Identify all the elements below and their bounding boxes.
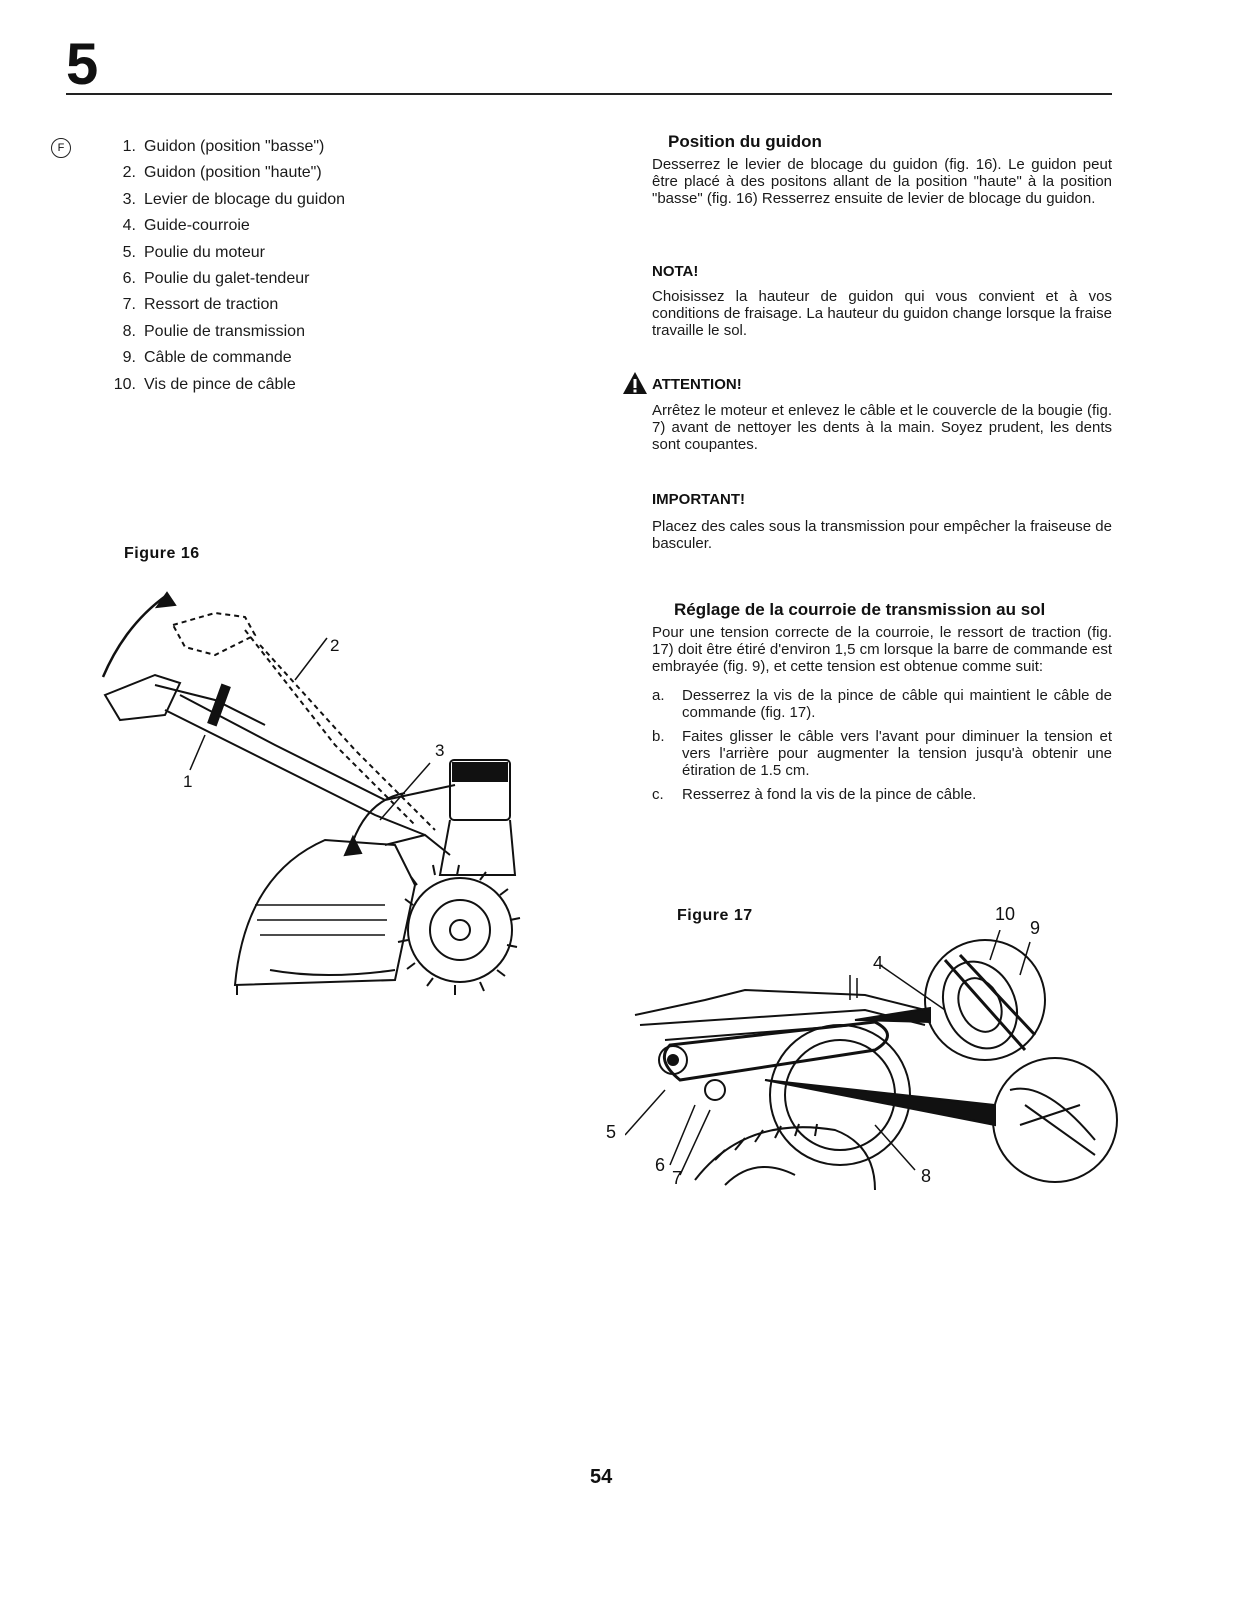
attention-body: Arrêtez le moteur et enlevez le câble et le couvercle de la bougie (fig. 7) avant de nettoyer les dents à la main. Soyez prudent, les dents sont coupantes. xyxy=(652,402,1112,453)
legend-item xyxy=(100,269,345,295)
legend-item xyxy=(100,375,345,401)
figure-16-callout-3: 3 xyxy=(435,741,445,760)
warning-triangle-icon xyxy=(622,371,648,395)
legend-number: 6. xyxy=(122,269,136,287)
legend-item xyxy=(100,295,345,321)
legend-number: 9. xyxy=(122,349,136,367)
legend-number: 3. xyxy=(122,190,136,208)
page-number: 54 xyxy=(590,1466,613,1488)
step-text: Faites glisser le câble vers l'avant pour diminuer la tension et vers l'arrière pour augmenter la tension jusqu'à obtenir une étiration de 1.5 cm. xyxy=(682,728,1112,779)
legend-number: 5. xyxy=(122,243,136,261)
figure-16-callout-2: 2 xyxy=(330,636,340,655)
header-rule xyxy=(66,93,1112,95)
legend-item xyxy=(100,348,345,374)
section-belt-intro: Pour une tension correcte de la courroie, le ressort de traction (fig. 17) doit être étiré d'environ 1,5 cm lorsque la barre de commande est embrayée (fig. 9), et cette tension est obtenue comme suit: xyxy=(652,624,1112,675)
legend-number: 2. xyxy=(122,164,136,182)
step-text: Desserrez la vis de la pince de câble qui maintient le câble de commande (fig. 17). xyxy=(682,687,1112,721)
legend-text: Ressort de traction xyxy=(144,296,279,314)
nota-title: NOTA! xyxy=(652,263,699,280)
legend-item xyxy=(100,163,345,189)
belt-steps xyxy=(652,687,1112,803)
figure-16-caption: Figure 16 xyxy=(124,545,200,562)
legend-item xyxy=(100,137,345,163)
figure-17-callout-4: 4 xyxy=(873,953,884,973)
nota-block xyxy=(652,263,1112,339)
legend-text: Guidon (position "basse") xyxy=(144,138,325,155)
important-title: IMPORTANT! xyxy=(652,491,746,508)
legend-text: Poulie du galet-tendeur xyxy=(144,269,310,287)
figure-16-tiller-illustration xyxy=(95,585,525,1015)
legend-item xyxy=(100,216,345,242)
nota-body: Choisissez la hauteur de guidon qui vous convient et à vos conditions de fraisage. La hauteur du guidon change lorsque la fraise travaille le sol. xyxy=(652,288,1112,339)
parts-legend xyxy=(100,137,345,401)
section-handlebar-title: Position du guidon xyxy=(668,132,822,151)
legend-text: Vis de pince de câble xyxy=(144,375,296,393)
legend-number: 7. xyxy=(122,296,136,314)
legend-text: Guide-courroie xyxy=(144,217,250,235)
attention-title: ATTENTION! xyxy=(652,376,742,393)
legend-text: Câble de commande xyxy=(144,349,292,367)
figure-17-callout-7: 7 xyxy=(672,1168,683,1188)
legend-number: 1. xyxy=(122,138,136,155)
legend-number: 10. xyxy=(113,375,136,393)
legend-text: Guidon (position "haute") xyxy=(144,164,322,182)
attention-block xyxy=(652,376,1112,453)
language-marker: F xyxy=(51,138,71,158)
figure-17-caption: Figure 17 xyxy=(677,907,753,924)
legend-text: Poulie de transmission xyxy=(144,322,305,340)
step-letter: c. xyxy=(652,786,664,803)
legend-item xyxy=(100,190,345,216)
figure-17-callout-8: 8 xyxy=(921,1166,932,1186)
figure-17-callout-10: 10 xyxy=(995,904,1016,924)
section-belt-title: Réglage de la courroie de transmission au sol xyxy=(674,600,1046,619)
step-item xyxy=(652,786,1112,803)
figure-16-callout-1: 1 xyxy=(183,772,193,791)
section-handlebar-body: Desserrez le levier de blocage du guidon (fig. 16). Le guidon peut être placé à des positons allant de la position "haute" à la position "basse" (fig. 16) Resserrez ensuite de levier de blocage du guidon. xyxy=(652,156,1112,207)
step-text: Resserrez à fond la vis de la pince de câble. xyxy=(682,786,977,803)
step-item xyxy=(652,687,1112,721)
figure-17-callout-6: 6 xyxy=(655,1155,666,1175)
figure-17-callout-5: 5 xyxy=(606,1122,617,1142)
section-handlebar-position xyxy=(652,133,1112,207)
legend-text: Poulie du moteur xyxy=(144,243,265,261)
step-letter: a. xyxy=(652,687,665,704)
legend-number: 4. xyxy=(122,217,136,235)
legend-item xyxy=(100,243,345,269)
legend-number: 8. xyxy=(122,322,136,340)
figure-17-callout-9: 9 xyxy=(1030,918,1041,938)
legend-item xyxy=(100,322,345,348)
section-belt-adjustment xyxy=(652,601,1112,810)
legend-text: Levier de blocage du guidon xyxy=(144,190,346,208)
important-block xyxy=(652,491,1112,552)
important-body: Placez des cales sous la transmission pour empêcher la fraiseuse de basculer. xyxy=(652,518,1112,552)
chapter-number: 5 xyxy=(66,32,97,97)
step-item xyxy=(652,728,1112,779)
step-letter: b. xyxy=(652,728,665,745)
